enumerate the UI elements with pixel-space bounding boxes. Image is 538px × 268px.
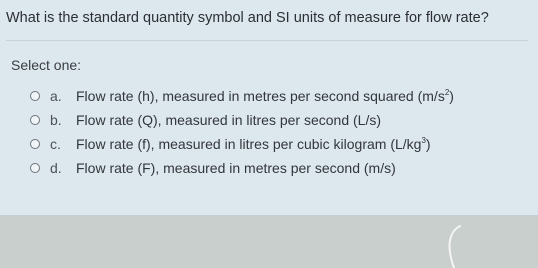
- option-letter-b: b.: [50, 112, 62, 128]
- option-text-c: Flow rate (f), measured in litres per cubic kilogram $(L/kg^3)$: [76, 136, 431, 152]
- option-letter-a: a.: [50, 88, 62, 104]
- divider: [6, 40, 528, 41]
- option-letter-c: c.: [50, 136, 61, 152]
- select-one-label: Select one:: [11, 57, 82, 73]
- option-letter-d: d.: [50, 160, 62, 176]
- option-text-b: Flow rate (Q), measured in litres per second (L/s): [76, 112, 381, 128]
- option-text-d: Flow rate (F), measured in metres per second (m/s): [76, 160, 396, 176]
- answer-option-b[interactable]: [30, 110, 381, 130]
- radio-d[interactable]: [30, 163, 40, 173]
- radio-b[interactable]: [30, 115, 40, 125]
- answer-option-d[interactable]: [30, 158, 396, 178]
- radio-a[interactable]: [30, 91, 40, 101]
- answer-option-c[interactable]: [30, 134, 431, 154]
- answer-option-a[interactable]: [30, 86, 454, 106]
- pen-stroke-mark: [440, 222, 470, 268]
- radio-c[interactable]: [30, 139, 40, 149]
- option-text-a: Flow rate (h), measured in metres per second squared $(m/s^2)$: [76, 88, 454, 104]
- question-text: What is the standard quantity symbol and SI units of measure for flow rate?: [6, 10, 489, 26]
